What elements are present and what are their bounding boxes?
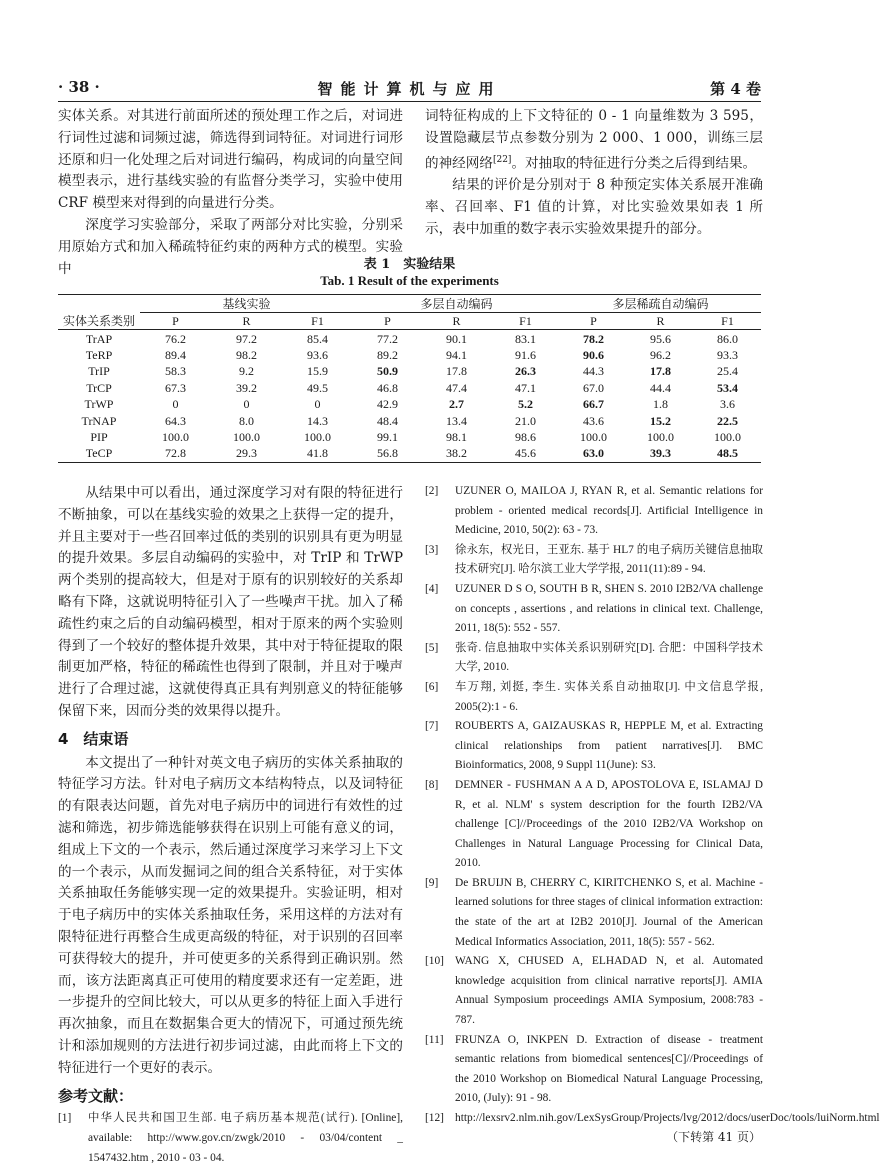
reference-number: [10] [425,955,444,968]
reference-text: http://lexsrv2.nlm.nih.gov/LexSysGroup/Projects/lvg/2012/docs/userDoc/tools/luiNorm.html [455,1112,880,1124]
table-cell: 3.6 [720,397,735,412]
table-cell: 9.2 [239,364,254,379]
reference-list-left [58,1109,403,1168]
table-cell: 72.8 [140,445,211,462]
paragraph: 实体关系。对其进行前面所述的预处理工作之后，对词进行词性过滤和词频过滤，筛选得到词特征。对词进行词形还原和归一化处理之后对词进行编码，构成词的向量空间模型表示，进行基线实验的有监督分类学习，实验中使用 CRF 模型来对得到的向量进行分类。 [58,108,403,212]
table-cell: 83.1 [515,331,536,346]
row-label-header: 实体关系类别 [58,313,140,330]
reference-number: [5] [425,641,439,654]
header-rule [58,101,761,102]
bottom-left-column [58,483,403,1168]
table-cell: 29.3 [211,445,282,462]
metric-header: P [560,313,627,330]
table-cell: 41.8 [282,445,353,462]
table-cell: 100.0 [233,429,260,444]
table-row [58,396,761,412]
metric-header: R [422,313,491,330]
table-cell: 77.2 [377,331,398,346]
table-cell: 89.2 [377,347,398,362]
table-cell: 63.0 [560,445,627,462]
reference-list-right [425,482,880,1129]
table-row [58,429,761,445]
reference-number: [12] [425,1112,444,1124]
table-cell: 26.3 [515,364,536,379]
reference-text: 车万翔, 刘挺, 李生. 实体关系自动抽取[J]. 中文信息学报, 2005(2):1 - 6. [455,680,763,713]
table-cell: 46.8 [377,380,398,395]
references-title: 参考文献： [58,1086,134,1105]
table-cell: 50.9 [377,364,398,379]
reference-text: 中华人民共和国卫生部. 电子病历基本规范(试行). [Online], available: http://www.gov.cn/zwgk/2010 - 03/04/content _ 1547432.htm , 2010 - 03 - 04. [88,1112,403,1164]
reference-item [58,1109,403,1168]
citation: [22] [492,154,512,165]
group-header: 多层自动编码 [353,295,560,313]
group-header: 多层稀疏自动编码 [560,295,761,313]
table-cell: 89.4 [165,347,186,362]
table-cell: 90.6 [583,347,604,362]
reference-number: [6] [425,680,439,693]
table-cell: 48.5 [694,445,761,462]
reference-text: De BRUIJN B, CHERRY C, KIRITCHENKO S, et al. Machine - learned solutions for three stages of clinical information extraction: the state of the art at I2B2 2010[J]. Journal of the American Medical Informatics Association, 2011, 18(5): 557 - 562. [455,876,763,948]
reference-number: [2] [425,485,439,497]
journal-title: 智能计算机与应用 [317,80,502,98]
table-cell: 98.6 [515,429,536,444]
table-row [58,347,761,363]
table-cell: 49.5 [307,380,328,395]
table-row [58,445,761,462]
table-cell: 100.0 [714,429,741,444]
table-cell: 0 [243,397,250,412]
table-cell: 25.4 [717,364,738,379]
table-cell: 67.0 [583,380,604,395]
metric-header: F1 [694,313,761,330]
table-cell: 91.6 [515,347,536,362]
table-cell: 1.8 [653,397,668,412]
paragraph: 本文提出了一种针对英文电子病历的实体关系抽取的特征学习方法。针对电子病历文本结构特点，以及词特征的有限表达问题，首先对电子病历中的词进行有效性的过滤和筛选，初步筛选能够获得在识别上可能有意义的词，组成上下文的一个表示，然后通过深度学习来学习上下文的一个表示，从而发掘词之间的组合关系特征，对于实体关系抽取任务能够实现一定的效果提升。实验证明，相对于电子病历中的实体关系抽取任务，采用这样的方法对有限特征进行再整合生成更高级的特征，对于识别的召回率可获得较大的提升，并可使更多的关系得到正确识别。然而，该方法距离真正可使用的精度要求还有一定差距，进一步提升的空间比较大，可以从更多的特征上面入手进行再次抽象，而且在数据集合更大的情况下，可通过预先统计和添加规则的方法进行初步词过滤，由此而将上下文的特征进行一个更好的表示。 [58,754,403,1076]
metric-header: F1 [282,313,353,330]
table-row [58,363,761,379]
reference-text: UZUNER D S O, SOUTH B R, SHEN S. 2010 I2B2/VA challenge on concepts , assertions , and relations in clinical text. Challenge, 2011, 18(5): 552 - 557. [455,582,763,635]
table-cell: 45.6 [491,445,560,462]
table-cell: 22.5 [717,413,738,428]
table-cell: 58.3 [165,364,186,379]
table-cell: 48.4 [377,413,398,428]
reference-item [425,874,763,952]
table-cell: 43.6 [583,413,604,428]
metric-header: P [140,313,211,330]
table-cell: 39.3 [627,445,694,462]
table-cell: 39.2 [236,380,257,395]
reference-number: [4] [425,582,439,595]
reference-text: DEMNER - FUSHMAN A A D, APOSTOLOVA E, ISLAMAJ D R, et al. NLM' s system description for the fourth I2B2/VA challenge [C]//Proceedings of the 2010 I2B2/VA Workshop on Challenges in Natural Language Processing for Clinical Data, 2010. [455,778,763,870]
table-cell: 14.3 [307,413,328,428]
reference-item [425,639,763,678]
table-cell: 53.4 [717,380,738,395]
paragraph: 从结果中可以看出，通过深度学习对有限的特征进行不断抽象，可以在基线实验的效果之上获得一定的提升，并且主要对于一些召回率过低的类别的识别具有更为明显的提升效果。多层自动编码的实验中，对 TrIP 和 TrWP 两个类别的提高较大，但是对于原有的识别较好的关系却略有下降，这就说明特征引入了一些噪声干扰。加入了稀疏性约束之后的自动编码模型，相对于原来的两个实验则得到了一个较好的整体提升效果，其中对于特征提取的限制更加严格，特征的稀疏性也得到了限制，并且对于噪声进行了合理过滤，这就使得真正具有判别意义的特征能够保留下来，因而分类的效果得以提升。 [58,485,403,719]
group-header: 基线实验 [140,295,353,313]
reference-item [425,1031,763,1109]
reference-text: WANG X, CHUSED A, ELHADAD N, et al. Automated knowledge acquisition from clinical narrative reports[J]. AMIA Annual Symposium proceedings AMIA Symposium, 2008:783 - 787. [455,955,763,1027]
table-cell: 64.3 [165,413,186,428]
table-metric-header-row [58,313,761,330]
table-cell: 90.1 [446,331,467,346]
table-row [58,412,761,428]
section-title: 4 结束语 [58,729,129,748]
reference-item [425,717,763,776]
table-cell: 0 [172,397,179,412]
metric-header: F1 [491,313,560,330]
table-cell: 42.9 [377,397,398,412]
table-cell: 17.8 [650,364,671,379]
row-label: TeCP [58,445,140,462]
table-row [58,330,761,347]
table-group-header-row [58,295,761,313]
paragraph: 结果的评价是分别对于 8 种预定实体关系展开准确率、召回率、F1 值的计算，对比实验效果如表 1 所示，表中加重的数字表示实验效果提升的部分。 [425,176,763,237]
reference-item [425,1109,880,1129]
reference-text: UZUNER O, MAILOA J, RYAN R, et al. Semantic relations for problem - oriented medical records[J]. Artificial Intelligence in Medicine, 2010, 50(2): 63 - 73. [455,485,763,537]
reference-item [425,776,763,874]
table-cell: 47.4 [446,380,467,395]
paragraph [425,106,763,175]
table-cell: 5.2 [518,397,533,412]
table-cell: 97.2 [236,331,257,346]
row-label: TrAP [85,331,113,346]
table-cell: 17.8 [446,364,467,379]
reference-number: [7] [425,720,439,733]
table-cell: 38.2 [422,445,491,462]
table-corner [58,295,140,313]
table-cell: 98.1 [446,429,467,444]
reference-item [425,678,763,717]
row-label: TeRP [85,347,113,362]
table-cell: 0 [314,397,321,412]
metric-header: R [211,313,282,330]
table-cell: 66.7 [583,397,604,412]
results-table [58,294,761,463]
table-cell: 56.8 [353,445,422,462]
paragraph-text: 。对抽取的特征进行分类之后得到结果。 [511,155,757,172]
reference-number: [11] [425,1033,444,1046]
table-cell: 93.3 [717,347,738,362]
reference-text: 徐永东，权光日，王亚东. 基于 HL7 的电子病历关键信息抽取技术研究[J]. 哈尔滨工业大学学报, 2011(11):89 - 94. [455,543,763,576]
table-cell: 78.2 [583,331,604,346]
table-cell: 96.2 [650,347,671,362]
reference-text: ROUBERTS A, GAIZAUSKAS R, HEPPLE M, et al. Extracting clinical relationships from patient narratives[J]. BMC Bioinformatics, 2008, 9 Suppl 11(June): S3. [455,720,763,772]
row-label: TrCP [86,380,112,395]
paragraph: 深度学习实验部分，采取了两部分对比实验，分别采用原始方式和加入稀疏特征约束的两种方式的模型。实验中 [58,216,403,277]
table-cell: 2.7 [449,397,464,412]
volume-label: 第 4 卷 [710,80,761,98]
table-cell: 76.2 [165,331,186,346]
top-right-column [425,106,763,240]
row-label: TrNAP [81,413,117,428]
row-label: TrIP [88,364,110,379]
table-cell: 85.4 [307,331,328,346]
reference-item [425,952,763,1030]
reference-item [425,541,763,580]
table-cell: 100.0 [580,429,607,444]
table-cell: 13.4 [446,413,467,428]
reference-text: FRUNZA O, INKPEN D. Extraction of disease - treatment semantic relations from biomedical sentences[C]//Proceedings of the 2010 Workshop on Biomedical Natural Language Processing, 2010, (July): 91 - 98. [455,1033,763,1105]
paragraph-text: 词特征构成的上下文特征的 0 - 1 向量维数为 3 595，设置隐藏层节点参数分别为 2 000、1 000，训练三层的神经网络 [425,108,763,172]
table-cell: 44.3 [583,364,604,379]
metric-header: P [353,313,422,330]
table-cell: 86.0 [717,331,738,346]
reference-number: [3] [425,543,439,556]
page-number: · 38 · [58,78,100,96]
row-label: PIP [90,429,108,444]
table-cell: 67.3 [165,380,186,395]
table-cell: 47.1 [515,380,536,395]
reference-number: [8] [425,778,439,791]
table-caption-en: Tab. 1 Result of the experiments [320,273,499,288]
table-cell: 94.1 [446,347,467,362]
table-caption-cn: 表 1 实验结果 [363,257,456,272]
table-row [58,380,761,396]
table-cell: 93.6 [307,347,328,362]
table-cell: 15.9 [307,364,328,379]
table-cell: 100.0 [162,429,189,444]
metric-header: R [627,313,694,330]
reference-number: [1] [58,1112,72,1125]
table-cell: 15.2 [650,413,671,428]
table-cell: 44.4 [650,380,671,395]
row-label: TrWP [84,397,114,412]
reference-item [425,580,763,639]
table-cell: 98.2 [236,347,257,362]
table-cell: 100.0 [304,429,331,444]
reference-item [425,482,763,541]
table-cell: 8.0 [239,413,254,428]
table-cell: 99.1 [377,429,398,444]
reference-number: [9] [425,876,439,889]
reference-text: 张奇. 信息抽取中实体关系识别研究[D]. 合肥：中国科学技术大学, 2010. [455,641,763,674]
table-cell: 95.6 [650,331,671,346]
table-cell: 21.0 [515,413,536,428]
continued-note: （下转第 41 页） [666,1130,761,1144]
page-header [58,78,761,100]
table-cell: 100.0 [647,429,674,444]
